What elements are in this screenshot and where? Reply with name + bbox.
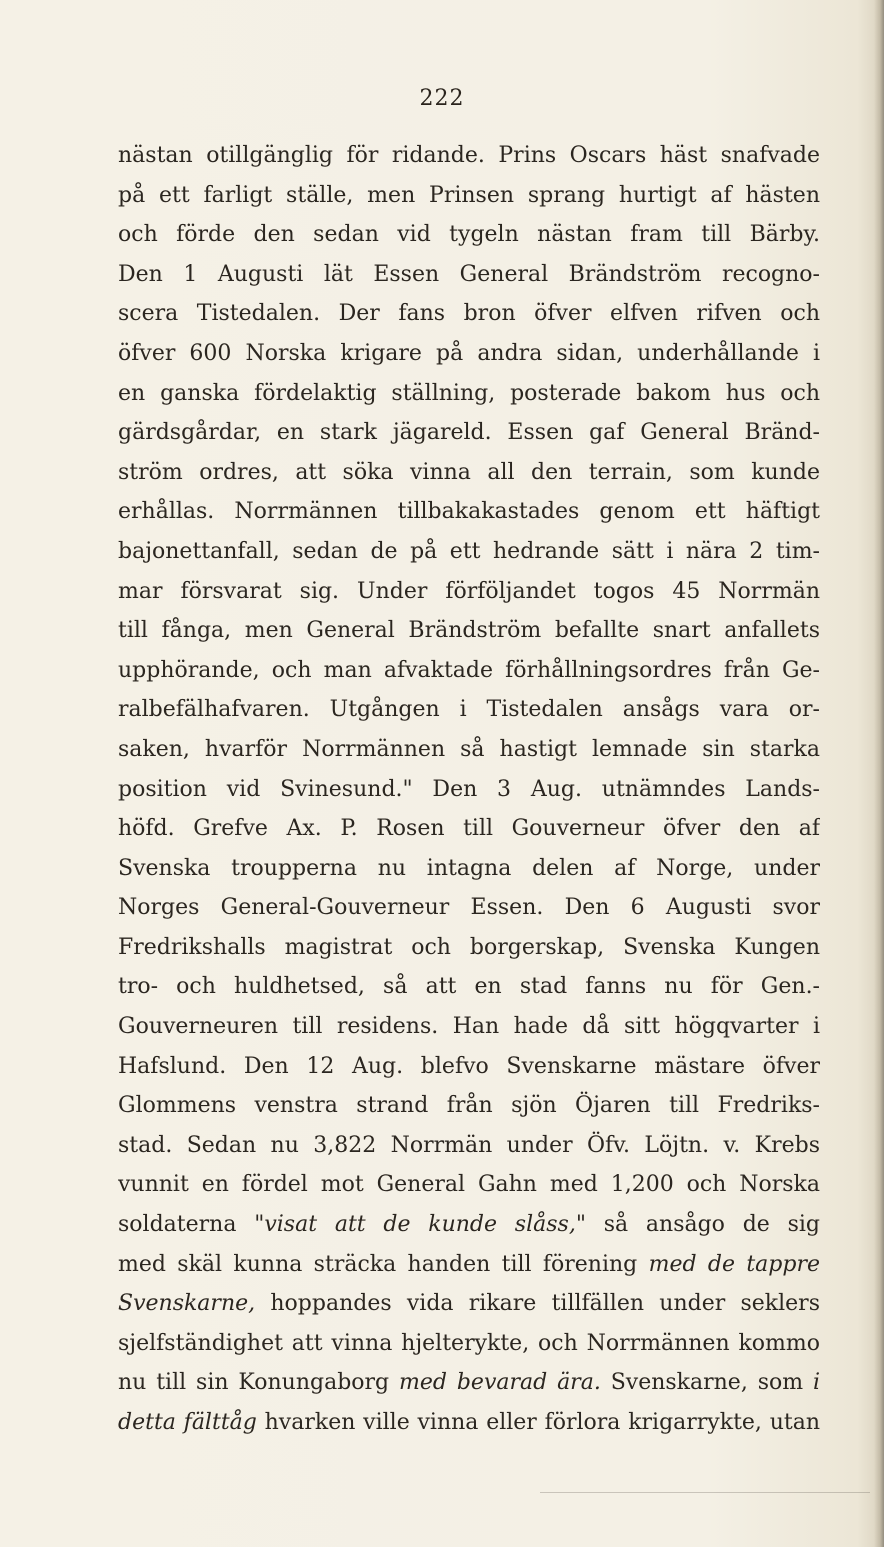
text-line [118, 1284, 820, 1324]
text-segment: scera Tistedalen. Der fans bron öfver elfven rifven och [118, 301, 820, 327]
text-line [118, 967, 820, 1007]
italic-text: detta fälttåg [118, 1410, 257, 1435]
text-line [118, 690, 820, 730]
text-segment: till fånga, men General Brändström befallte snart anfallets [118, 618, 820, 644]
text-segment: hvarken ville vinna eller förlora krigarrykte, utan [256, 1410, 820, 1435]
text-segment: position vid Svinesund." Den 3 Aug. utnämndes Lands- [118, 776, 820, 802]
text-line [118, 1007, 820, 1047]
text-segment: vunnit en fördel mot General Gahn med 1,200 och Norska [118, 1172, 820, 1198]
italic-text: "visat att de kunde slåss," [254, 1212, 586, 1238]
text-segment: med skäl kunna sträcka handen till förening [118, 1251, 649, 1277]
text-line [118, 1324, 820, 1364]
text-segment: bajonettanfall, sedan de på ett hedrande sätt i nära 2 tim- [118, 538, 820, 564]
text-line [118, 492, 820, 532]
text-line [118, 136, 820, 176]
text-line [118, 1205, 820, 1245]
text-segment: soldaterna [118, 1212, 255, 1238]
text-line [118, 1086, 820, 1126]
page-number: 222 [419, 86, 465, 111]
text-segment: Hafslund. Den 12 Aug. blefvo Svenskarne mästare öfver [118, 1053, 820, 1079]
text-line [118, 1363, 820, 1403]
text-segment: på ett farligt ställe, men Prinsen sprang hurtigt af hästen [118, 182, 820, 208]
text-line [118, 215, 820, 255]
text-segment: Glommens venstra strand från sjön Öjaren till Fredriks- [118, 1093, 820, 1119]
text-segment: mar försvarat sig. Under förföljandet togos 45 Norrmän [118, 578, 820, 604]
text-segment: en ganska fördelaktig ställning, posterade bakom hus och [118, 380, 820, 406]
text-line [118, 809, 820, 849]
pencil-mark [540, 1492, 870, 1493]
italic-text: i [812, 1370, 820, 1396]
text-line [118, 453, 820, 493]
text-line [118, 1245, 820, 1285]
text-segment: Gouverneuren till residens. Han hade då sitt högqvarter i [118, 1014, 820, 1040]
italic-text: Svenskarne, [118, 1291, 256, 1317]
text-segment: och förde den sedan vid tygeln nästan fram till Bärby. [118, 222, 820, 248]
text-segment: höfd. Grefve Ax. P. Rosen till Gouverneur öfver den af [118, 816, 820, 842]
text-segment: sjelfständighet att vinna hjelterykte, och Norrmännen kommo [118, 1330, 820, 1356]
text-line [118, 413, 820, 453]
text-line [118, 1126, 820, 1166]
text-line [118, 888, 820, 928]
body-text [118, 136, 820, 1443]
text-line [118, 770, 820, 810]
text-segment: tro- och huldhetsed, så att en stad fanns nu för Gen.- [118, 974, 820, 1000]
text-segment: nu till sin Konungaborg [118, 1370, 399, 1396]
text-line [118, 730, 820, 770]
text-line [118, 1403, 820, 1443]
text-segment: ralbefälhafvaren. Utgången i Tistedalen ansågs vara or- [118, 697, 820, 723]
text-segment: upphörande, och man afvaktade förhållningsordres från Ge- [118, 657, 820, 683]
italic-text: med bevarad ära. [399, 1370, 601, 1396]
text-line [118, 532, 820, 572]
text-segment: hoppandes vida rikare tillfällen under seklers [255, 1291, 820, 1317]
text-segment: erhållas. Norrmännen tillbakakastades genom ett häftigt [118, 499, 820, 525]
text-segment: Svenska troupperna nu intagna delen af Norge, under [118, 855, 820, 881]
text-line [118, 294, 820, 334]
text-line [118, 572, 820, 612]
text-segment: Fredrikshalls magistrat och borgerskap, Svenska Kungen [118, 934, 820, 960]
text-segment: Svenskarne, som [600, 1370, 813, 1396]
text-segment: Norges General-Gouverneur Essen. Den 6 Augusti svor [118, 895, 820, 921]
text-segment: stad. Sedan nu 3,822 Norrmän under Öfv. Löjtn. v. Krebs [118, 1132, 820, 1158]
text-line [118, 255, 820, 295]
text-segment: ström ordres, att söka vinna all den terrain, som kunde [118, 459, 820, 485]
text-line [118, 374, 820, 414]
text-segment: så ansågo de sig [585, 1212, 820, 1238]
text-line [118, 928, 820, 968]
text-line [118, 1047, 820, 1087]
text-line [118, 849, 820, 889]
text-segment: nästan otillgänglig för ridande. Prins Oscars häst snafvade [118, 143, 820, 168]
text-line [118, 651, 820, 691]
text-line [118, 1165, 820, 1205]
text-line [118, 176, 820, 216]
text-segment: saken, hvarför Norrmännen så hastigt lemnade sin starka [118, 736, 820, 762]
text-line [118, 611, 820, 651]
page-edge-shadow [874, 0, 884, 1547]
italic-text: med de tappre [648, 1251, 820, 1277]
text-segment: gärdsgårdar, en stark jägareld. Essen gaf General Bränd- [118, 420, 820, 446]
text-segment: öfver 600 Norska krigare på andra sidan, underhållande i [118, 340, 820, 366]
text-segment: Den 1 Augusti lät Essen General Brändström recogno- [118, 261, 820, 287]
text-line [118, 334, 820, 374]
